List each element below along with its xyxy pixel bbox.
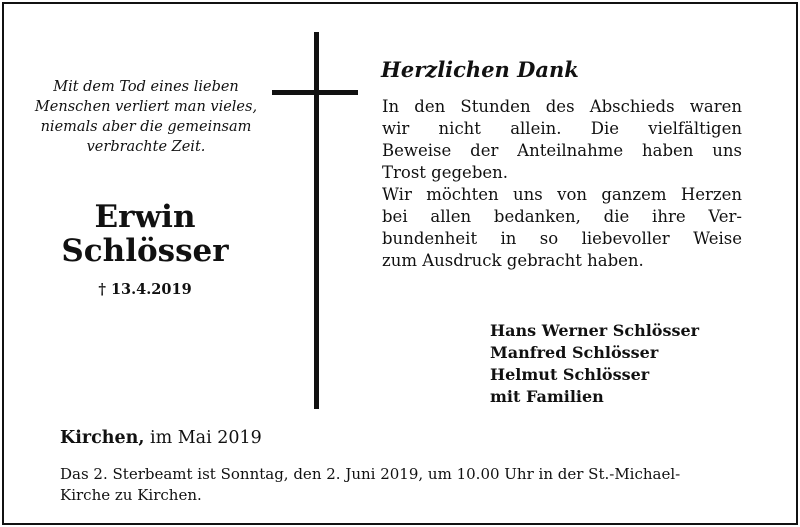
cross-icon-bar xyxy=(272,90,358,95)
notice-date: im Mai 2019 xyxy=(144,428,262,448)
quote-line: Mit dem Tod eines lieben xyxy=(53,79,239,95)
death-date: † 13.4.2019 xyxy=(98,281,192,298)
quote-line: verbrachte Zeit. xyxy=(86,139,206,155)
thanks-line: zum Ausdruck gebracht haben. xyxy=(382,251,644,270)
funeral-line: Kirche zu Kirchen. xyxy=(60,486,202,504)
thanks-line: bei allen bedanken, die ihre Ver- xyxy=(382,207,742,226)
memorial-quote xyxy=(22,77,270,157)
funeral-line: Das 2. Sterbeamt ist Sonntag, den 2. Juni 2019, um 10.00 Uhr in der St.-Michael- xyxy=(60,465,681,483)
signer: Manfred Schlösser xyxy=(490,343,659,362)
quote-line: Menschen verliert man vieles, xyxy=(34,99,258,115)
cross-icon xyxy=(314,32,319,409)
thanks-title: Herzlichen Dank xyxy=(381,57,579,82)
place-name: Kirchen, xyxy=(60,428,145,448)
funeral-info xyxy=(60,464,750,506)
signer: Hans Werner Schlösser xyxy=(490,321,700,340)
deceased-first-name: Erwin xyxy=(94,199,196,235)
thanks-line: In den Stunden des Abschieds waren xyxy=(382,97,742,116)
thanks-line: Beweise der Anteilnahme haben uns xyxy=(382,141,742,160)
thanks-line: wir nicht allein. Die vielfältigen xyxy=(382,119,742,138)
thanks-text xyxy=(382,96,742,272)
thanks-line: Trost gegeben. xyxy=(382,163,509,182)
place-date xyxy=(60,428,262,448)
deceased-last-name: Schlösser xyxy=(61,233,229,269)
deceased-name xyxy=(40,200,250,268)
thanks-line: bundenheit in so liebevoller Weise xyxy=(382,229,742,248)
thanks-line: Wir möchten uns von ganzem Herzen xyxy=(382,185,742,204)
quote-line: niemals aber die gemeinsam xyxy=(40,119,252,135)
signer: Helmut Schlösser xyxy=(490,365,650,384)
signer: mit Familien xyxy=(490,387,604,406)
signers-list xyxy=(490,320,699,408)
